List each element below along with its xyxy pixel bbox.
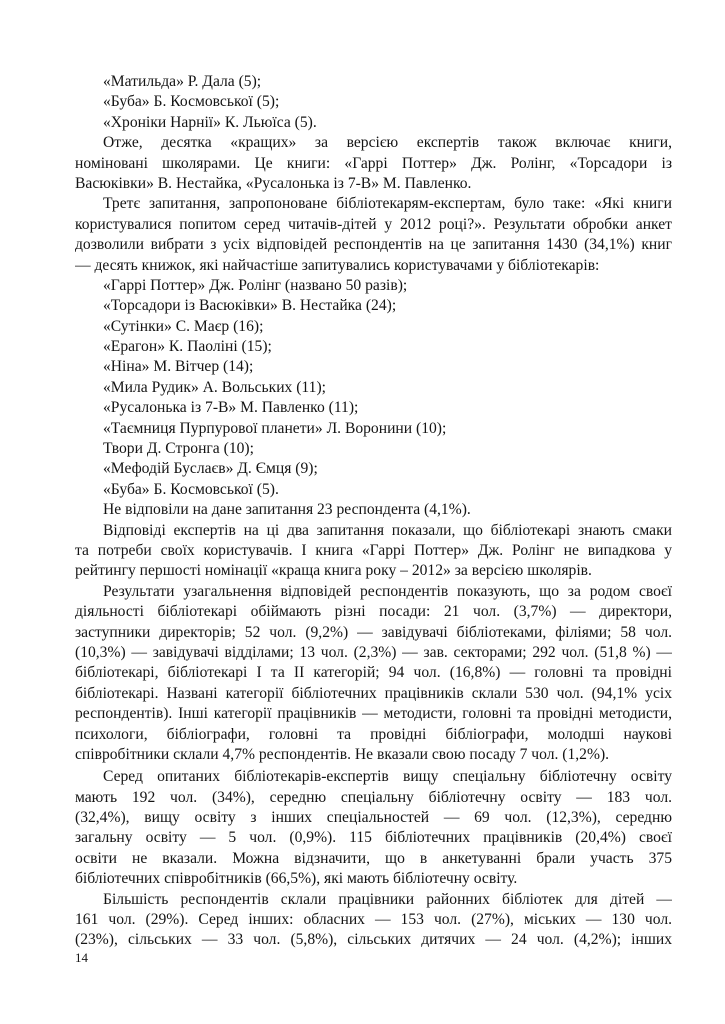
text-line: та потреби своїх користувачів. І книга «Гаррі Поттер» Дж. Ролінг не випадкова у — [75, 541, 672, 559]
text-line: «Торсадори із Васюківки» В. Нестайка (24); — [103, 297, 397, 315]
text-line: (32,4%), вищу освіту з інших спеціальностей — 69 чол. (12,3%), середню — [75, 809, 672, 827]
text-line: «Ерагон» К. Паоліні (15); — [103, 338, 272, 356]
text-line: — десять книжок, які найчастіше запитувались користувачами у бібліотекарів: — [75, 256, 600, 274]
text-line: користувалися попитом серед читачів-дітей у 2012 році?». Результати обробки анкет — [75, 215, 672, 233]
text-line: (10,3%) — завідувачі відділами; 13 чол. (2,3%) — зав. секторами; 292 чол. (51,8 %) — — [75, 643, 672, 661]
text-line: співробітники склали 4,7% респондентів. Не вказали свою посаду 7 чол. (1,2%). — [75, 745, 610, 763]
text-line: 161 чол. (29%). Серед інших: обласних — 153 чол. (27%), міських — 130 чол. — [75, 911, 672, 929]
text-line: номіновані школярами. Це книги: «Гаррі Поттер» Дж. Ролінг, «Торсадори із — [75, 154, 672, 172]
text-line: Серед опитаних бібліотекарів-експертів вищу спеціальну бібліотечну освіту — [103, 768, 672, 786]
text-line: діяльності бібліотекарі обіймають різні посади: 21 чол. (3,7%) — директори, — [75, 603, 672, 621]
text-line: Відповіді експертів на ці два запитання показали, що бібліотекарі знають смаки — [103, 521, 672, 539]
text-line: бібліотекарі. Названі категорії бібліотечних працівників склали 530 чол. (94,1% усіх — [75, 684, 672, 702]
text-line: «Буба» Б. Космовської (5). — [103, 480, 279, 498]
text-line: освіти не вказали. Можна відзначити, що в анкетуванні брали участь 375 — [75, 849, 672, 867]
text-line: рейтингу першості номінації «краща книга року – 2012» за версією школярів. — [75, 562, 592, 580]
text-line: «Сутінки» С. Маєр (16); — [103, 317, 264, 335]
text-line: Більшість респондентів склали працівники районних бібліотек для дітей — — [103, 890, 672, 908]
text-line: Третє запитання, запропоноване бібліотекарям-експертам, було таке: «Які книги — [103, 195, 672, 213]
text-line: дозволили вибрати з усіх відповідей респондентів на це запитання 1430 (34,1%) книг — [75, 236, 672, 254]
text-line: «Мефодій Буслаєв» Д. Ємця (9); — [103, 460, 318, 478]
text-line: Твори Д. Стронга (10); — [103, 440, 254, 458]
text-line: (23%), сільських — 33 чол. (5,8%), сільських дитячих — 24 чол. (4,2%); інших — [75, 931, 672, 949]
text-line: Отже, десятка «кращих» за версією експертів також включає книги, — [103, 134, 672, 152]
text-line: «Гаррі Поттер» Дж. Ролінг (названо 50 разів); — [103, 276, 408, 294]
text-line: мають 192 чол. (34%), середню спеціальну бібліотечну освіту — 183 чол. — [75, 788, 672, 806]
text-line: бібліотекарі, бібліотекарі I та II категорій; 94 чол. (16,8%) — головні та провідні — [75, 664, 672, 682]
page-number: 14 — [75, 950, 88, 965]
text-line: «Русалонька із 7-В» М. Павленко (11); — [103, 399, 359, 417]
text-line: «Матильда» Р. Дала (5); — [103, 73, 262, 90]
text-line: «Буба» Б. Космовської (5); — [103, 93, 280, 111]
text-line: психологи, бібліографи, головні та провідні бібліографи, молодші наукові — [75, 725, 672, 743]
text-line: Результати узагальнення відповідей респондентів показують, що за родом своєї — [103, 582, 672, 600]
text-line: заступники директорів; 52 чол. (9,2%) — завідувачі бібліотеками, філіями; 58 чол. — [75, 623, 672, 641]
text-line: «Мила Рудик» А. Вольських (11); — [103, 378, 326, 396]
text-line: респондентів). Інші категорії працівників — методисти, головні та провідні методисти, — [75, 705, 672, 723]
text-line: Не відповіли на дане запитання 23 респондента (4,1%). — [103, 501, 471, 519]
text-line: бібліотечних співробітників (66,5%), які мають бібліотечну освіту. — [75, 870, 518, 888]
text-line: Васюківки» В. Нестайка, «Русалонька із 7-В» М. Павленко. — [75, 174, 472, 192]
text-line: «Хроніки Нарнії» К. Льюїса (5). — [103, 113, 317, 131]
text-line: «Ніна» М. Вітчер (14); — [103, 358, 254, 376]
text-line: «Таємниця Пурпурової планети» Л. Воронини (10); — [103, 419, 447, 437]
page-body-text — [75, 72, 672, 951]
text-line: загальну освіту — 5 чол. (0,9%). 115 бібліотечних працівників (20,4%) своєї — [75, 829, 672, 847]
